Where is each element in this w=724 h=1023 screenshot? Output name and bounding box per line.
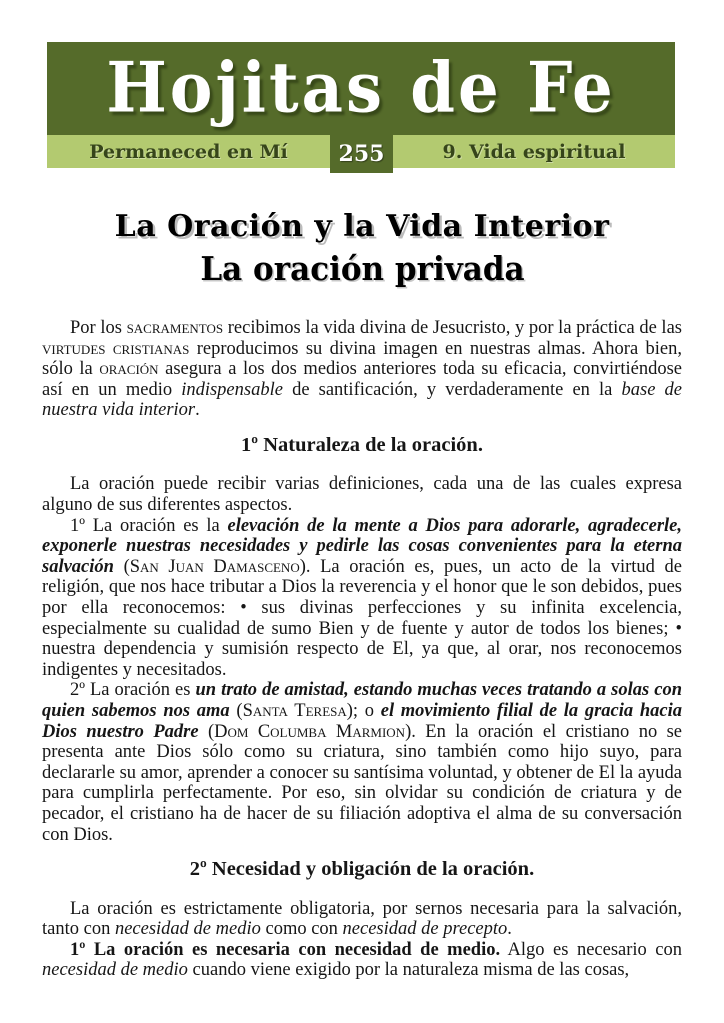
text-segment: indispensable: [181, 379, 283, 400]
paragraph: [42, 474, 682, 515]
text-segment: como con: [260, 919, 343, 940]
text-segment: (: [229, 701, 243, 722]
text-segment: base de nuestra vida interior: [42, 379, 682, 421]
text-segment: 1º La oración es la: [70, 515, 228, 536]
masthead-subbar: [47, 135, 675, 168]
document-subtitle: La oración privada: [199, 249, 525, 288]
text-segment: (: [198, 721, 215, 742]
masthead-title: Hojitas de Fe: [106, 47, 616, 129]
document-title: La Oración y la Vida Interior: [114, 209, 610, 244]
text-segment: ). La oración es, pues, un acto de la virtud de religión, que nos hace tributar a Dios la reverencia y el honor que le son debidos, pues por ella reconocemos: • sus divinas perfecciones y su infinita excelencia, especialmente su cualidad de sumo Bien y de fuente y autor de todos los bienes; • nuestra dependencia y sumisión respecto de El, ya que, al orar, nos reconocemos indigentes y necesitados.: [42, 556, 682, 680]
text-segment: (: [113, 556, 130, 577]
paragraph: [42, 318, 682, 421]
paragraph: [42, 516, 682, 681]
text-segment: reproducimos su divina imagen en nuestras almas. Ahora bien, sólo la: [42, 338, 682, 380]
text-segment: 2º La oración es: [70, 680, 196, 701]
section-heading: 1º Naturaleza de la oración.: [241, 433, 483, 456]
text-segment: virtudes cristianas: [42, 338, 190, 359]
text-segment: Dom Columba Marmion: [214, 721, 406, 742]
text-segment: un trato de amistad, estando muchas veces tratando a solas con quien sabemos nos ama: [42, 680, 682, 722]
text-segment: necesidad de medio: [42, 960, 188, 981]
text-segment: el movimiento filial de la gracia hacia Dios nuestro Padre: [42, 701, 682, 742]
series-label: Permaneced en Mí: [89, 140, 288, 163]
text-segment: recibimos la vida divina de Jesucristo, y por la práctica de las: [223, 318, 682, 338]
title-block: [0, 209, 724, 288]
text-segment: necesidad de precepto: [342, 919, 508, 940]
paragraph: [42, 940, 682, 981]
text-segment: Algo es necesario con: [500, 939, 682, 960]
text-segment: .: [195, 400, 200, 421]
issue-number-badge: [330, 135, 393, 173]
text-segment: Santa Teresa: [242, 701, 347, 722]
text-segment: oración: [99, 359, 159, 380]
text-segment: Por los: [70, 318, 127, 338]
text-segment: La oración es estrictamente obligatoria, por sernos necesaria para la salvación, tanto con: [42, 898, 682, 940]
text-segment: ). En la oración el cristiano no se presenta ante Dios sólo como su criatura, sino también como hijo suyo, para declararle su amor, aprender a conocer su santísima voluntad, y obtener de El la ayuda para cumplirla perfectamente. Por eso, sin olvidar su condición de criatura y de pecador, el cristiano ha de hacer de su filiación adoptiva el alma de su conversación con Dios.: [42, 721, 683, 845]
section-label: 9. Vida espiritual: [442, 140, 626, 163]
text-segment: cuando viene exigido por la naturaleza misma de las cosas,: [187, 960, 630, 981]
text-segment: San Juan Damasceno: [129, 556, 300, 577]
body-text: [42, 318, 682, 981]
text-segment: asegura a los dos medios anteriores toda su eficacia, convirtiéndose así en un medio: [42, 359, 682, 400]
issue-number: 255: [338, 141, 385, 167]
text-segment: La oración puede recibir varias definiciones, cada una de las cuales expresa alguno de sus diferentes aspectos.: [42, 474, 682, 516]
paragraph: [42, 899, 682, 940]
text-segment: 1º La oración es necesaria con necesidad de medio.: [70, 939, 501, 960]
section-heading: 2º Necesidad y obligación de la oración.: [189, 858, 535, 881]
text-segment: necesidad de medio: [114, 919, 261, 940]
text-segment: .: [507, 919, 512, 940]
text-segment: elevación de la mente a Dios para adorarle, agradecerle, exponerle nuestras necesidades y pedirle las cosas convenientes para la eterna salvación: [42, 515, 683, 577]
masthead: [47, 42, 675, 135]
paragraph: [42, 680, 682, 845]
masthead-block: [47, 42, 675, 168]
text-segment: sacramentos: [126, 318, 224, 338]
text-segment: de santificación, y verdaderamente en la: [282, 379, 622, 400]
text-segment: ); o: [346, 701, 381, 722]
